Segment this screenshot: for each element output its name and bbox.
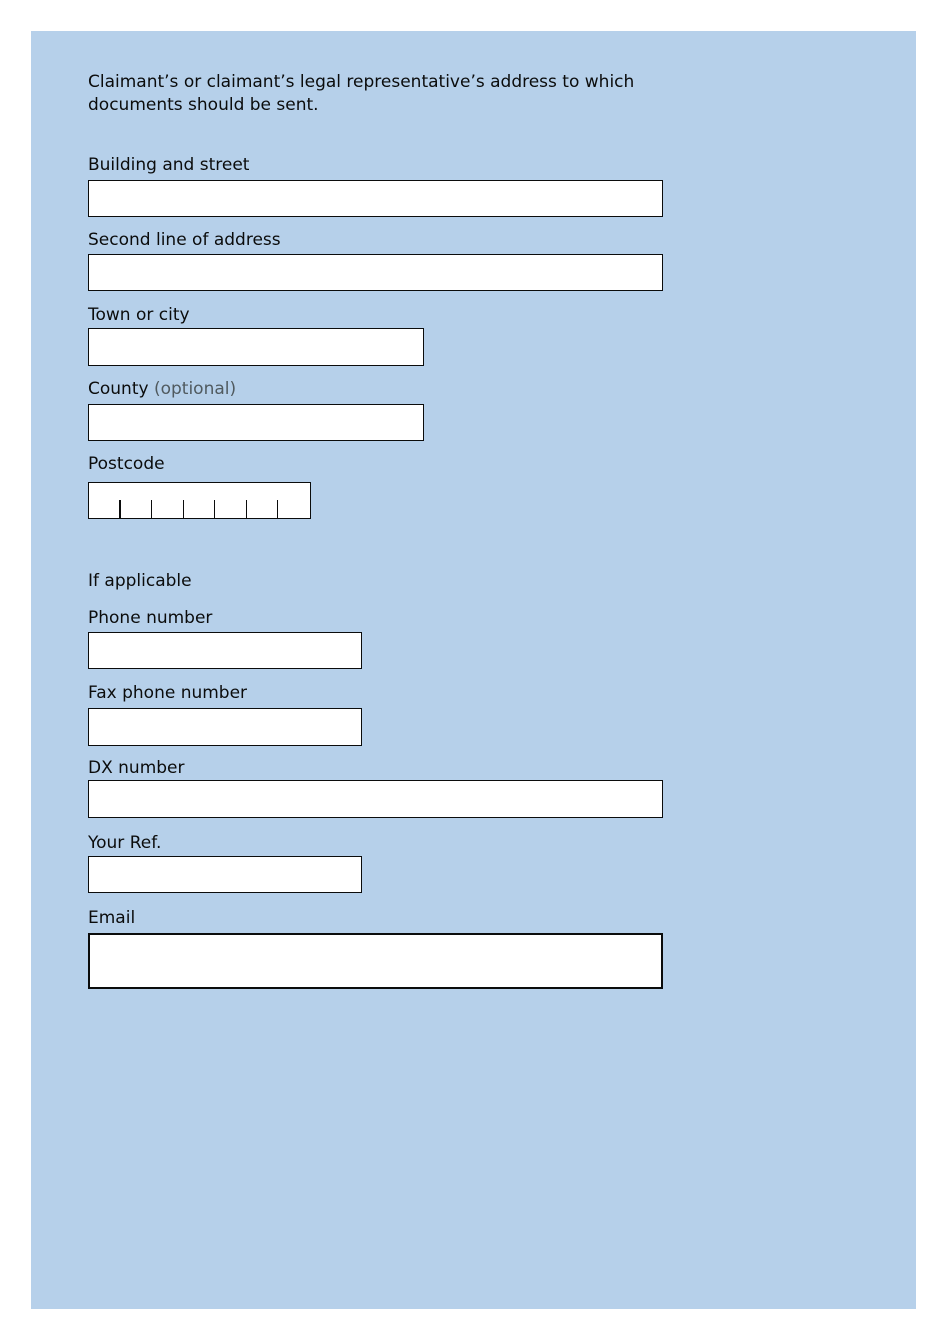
- your-ref-input[interactable]: [88, 856, 362, 893]
- second-line-of-address-label: Second line of address: [88, 230, 281, 250]
- phone-number-input[interactable]: [88, 632, 362, 669]
- postcode-cell[interactable]: [152, 483, 184, 518]
- town-or-city-label: Town or city: [88, 305, 190, 325]
- phone-number-label: Phone number: [88, 608, 213, 628]
- postcode-cell[interactable]: [121, 483, 153, 518]
- email-label: Email: [88, 908, 136, 928]
- form-panel: [31, 31, 916, 1309]
- county-input[interactable]: [88, 404, 424, 441]
- dx-number-input[interactable]: [88, 780, 663, 818]
- county-label: [88, 378, 236, 400]
- dx-number-label: DX number: [88, 758, 185, 778]
- email-input[interactable]: [88, 933, 663, 989]
- second-line-of-address-input[interactable]: [88, 254, 663, 291]
- postcode-cell[interactable]: [278, 483, 310, 518]
- county-label-text: County: [88, 379, 149, 399]
- town-or-city-input[interactable]: [88, 328, 424, 366]
- postcode-cell[interactable]: [247, 483, 279, 518]
- fax-phone-number-label: Fax phone number: [88, 683, 248, 703]
- building-and-street-input[interactable]: [88, 180, 663, 217]
- postcode-cell[interactable]: [184, 483, 216, 518]
- county-optional-hint: (optional): [153, 379, 237, 399]
- fax-phone-number-input[interactable]: [88, 708, 362, 746]
- postcode-cell[interactable]: [89, 483, 121, 518]
- postcode-cell[interactable]: [215, 483, 247, 518]
- if-applicable-heading: If applicable: [88, 571, 192, 591]
- address-intro-text: Claimant’s or claimant’s legal representative’s address to which documents should be sent.: [88, 72, 635, 115]
- building-and-street-label: Building and street: [88, 155, 250, 175]
- your-ref-label: Your Ref.: [88, 833, 162, 853]
- postcode-input[interactable]: [88, 482, 311, 519]
- postcode-label: Postcode: [88, 454, 165, 474]
